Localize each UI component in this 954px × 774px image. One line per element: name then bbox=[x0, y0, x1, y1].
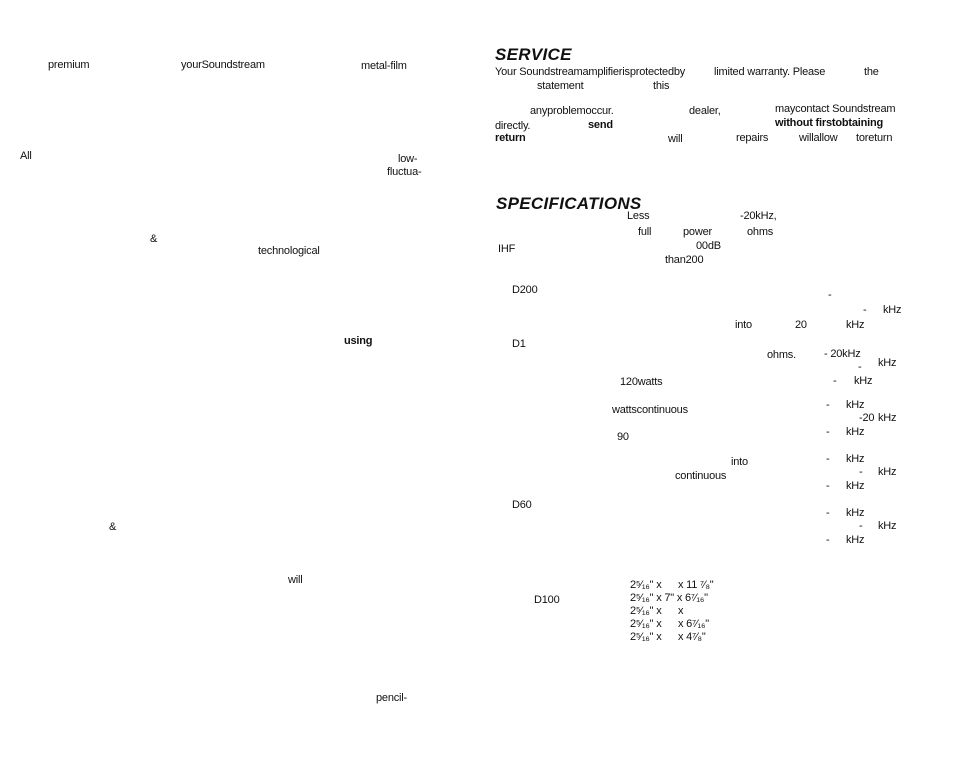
spec-fragment: - bbox=[826, 534, 830, 546]
dimension-fragment: 2⁵⁄₁₆" x bbox=[630, 605, 662, 617]
spec-fragment: - bbox=[826, 426, 830, 438]
spec-fragment: kHz bbox=[846, 399, 865, 411]
service-line: maycontact Soundstream bbox=[775, 103, 896, 115]
spec-fragment: kHz bbox=[878, 357, 897, 369]
dimension-fragment: 2⁵⁄₁₆" x bbox=[630, 618, 662, 630]
spec-fragment: kHz bbox=[846, 534, 865, 546]
spec-fragment: -20 bbox=[859, 412, 875, 424]
text-fragment: yourSoundstream bbox=[181, 59, 265, 71]
spec-fragment: kHz bbox=[846, 426, 865, 438]
specifications-heading: SPECIFICATIONS bbox=[496, 194, 642, 213]
spec-fragment: 90 bbox=[617, 431, 629, 443]
service-line: will bbox=[668, 133, 683, 145]
spec-text: IHF bbox=[498, 243, 516, 255]
model-label: D1 bbox=[512, 338, 526, 350]
text-fragment: technological bbox=[258, 245, 320, 257]
text-fragment: will bbox=[288, 574, 303, 586]
right-column bbox=[470, 0, 954, 774]
spec-fragment: kHz bbox=[846, 319, 865, 331]
spec-fragment: kHz bbox=[854, 375, 873, 387]
spec-fragment: - bbox=[858, 361, 862, 373]
dimension-fragment: x 4⁷⁄₈" bbox=[678, 631, 706, 643]
spec-fragment: - 20kHz bbox=[824, 348, 861, 360]
text-fragment: & bbox=[150, 233, 158, 245]
dimension-fragment: 2⁵⁄₁₆" x 7" x 6⁷⁄₁₆" bbox=[630, 592, 708, 604]
spec-text: -20kHz, bbox=[740, 210, 777, 222]
dimension-fragment: x 6⁷⁄₁₆" bbox=[678, 618, 709, 630]
model-label: D100 bbox=[534, 594, 560, 606]
spec-fragment: 20 bbox=[795, 319, 807, 331]
spec-fragment: continuous bbox=[675, 470, 727, 482]
text-fragment: All bbox=[20, 150, 32, 162]
text-fragment: pencil- bbox=[376, 692, 408, 704]
text-fragment: using bbox=[344, 335, 373, 347]
left-column bbox=[0, 0, 470, 774]
spec-text: Less bbox=[627, 210, 650, 222]
service-line: limited warranty. Please bbox=[714, 66, 826, 78]
model-label: D60 bbox=[512, 499, 532, 511]
service-line: anyproblemoccur. bbox=[530, 105, 614, 117]
dimension-fragment: 2⁵⁄₁₆" x bbox=[630, 631, 662, 643]
service-line: statement bbox=[537, 80, 584, 92]
spec-fragment: - bbox=[826, 507, 830, 519]
spec-fragment: - bbox=[826, 453, 830, 465]
service-line: willallow bbox=[799, 132, 838, 144]
service-line: dealer, bbox=[689, 105, 721, 117]
spec-fragment: - bbox=[826, 480, 830, 492]
service-line: without firstobtaining bbox=[775, 117, 884, 129]
model-label: D200 bbox=[512, 284, 538, 296]
service-line: send bbox=[588, 119, 613, 131]
spec-fragment: - bbox=[859, 466, 863, 478]
dimension-fragment: x 11 ⁷⁄₈" bbox=[678, 579, 714, 591]
spec-fragment: into bbox=[731, 456, 748, 468]
spec-text: 00dB bbox=[696, 240, 721, 252]
spec-fragment: - bbox=[863, 304, 867, 316]
spec-fragment: kHz bbox=[846, 507, 865, 519]
spec-fragment: - bbox=[833, 375, 837, 387]
dimension-fragment: 2⁵⁄₁₆" x bbox=[630, 579, 662, 591]
spec-fragment: kHz bbox=[878, 520, 897, 532]
spec-text: ohms bbox=[747, 226, 774, 238]
service-line: the bbox=[864, 66, 879, 78]
spec-fragment: wattscontinuous bbox=[612, 404, 688, 416]
spec-text: than200 bbox=[665, 254, 704, 266]
service-line: repairs bbox=[736, 132, 769, 144]
service-line: directly. bbox=[495, 120, 531, 132]
service-heading: SERVICE bbox=[495, 45, 572, 64]
dimension-fragment: x bbox=[678, 605, 684, 617]
spec-fragment: kHz bbox=[878, 412, 897, 424]
spec-fragment: - bbox=[859, 520, 863, 532]
text-fragment: & bbox=[109, 521, 117, 533]
spec-text: power bbox=[683, 226, 712, 238]
service-line: return bbox=[495, 132, 526, 144]
spec-fragment: ohms. bbox=[767, 349, 796, 361]
spec-fragment: into bbox=[735, 319, 752, 331]
text-fragment: low- bbox=[398, 153, 418, 165]
text-fragment: premium bbox=[48, 59, 90, 71]
spec-fragment: kHz bbox=[878, 466, 897, 478]
service-line: Your Soundstreamamplifierisprotectedby bbox=[495, 66, 686, 78]
spec-fragment: kHz bbox=[846, 453, 865, 465]
text-fragment: metal-film bbox=[361, 60, 407, 72]
text-fragment: fluctua- bbox=[387, 166, 422, 178]
spec-fragment: 120watts bbox=[620, 376, 663, 388]
spec-fragment: kHz bbox=[883, 304, 902, 316]
spec-fragment: - bbox=[826, 399, 830, 411]
spec-fragment: kHz bbox=[846, 480, 865, 492]
spec-fragment: - bbox=[828, 289, 832, 301]
service-line: toreturn bbox=[856, 132, 893, 144]
spec-text: full bbox=[638, 226, 652, 238]
service-line: this bbox=[653, 80, 670, 92]
